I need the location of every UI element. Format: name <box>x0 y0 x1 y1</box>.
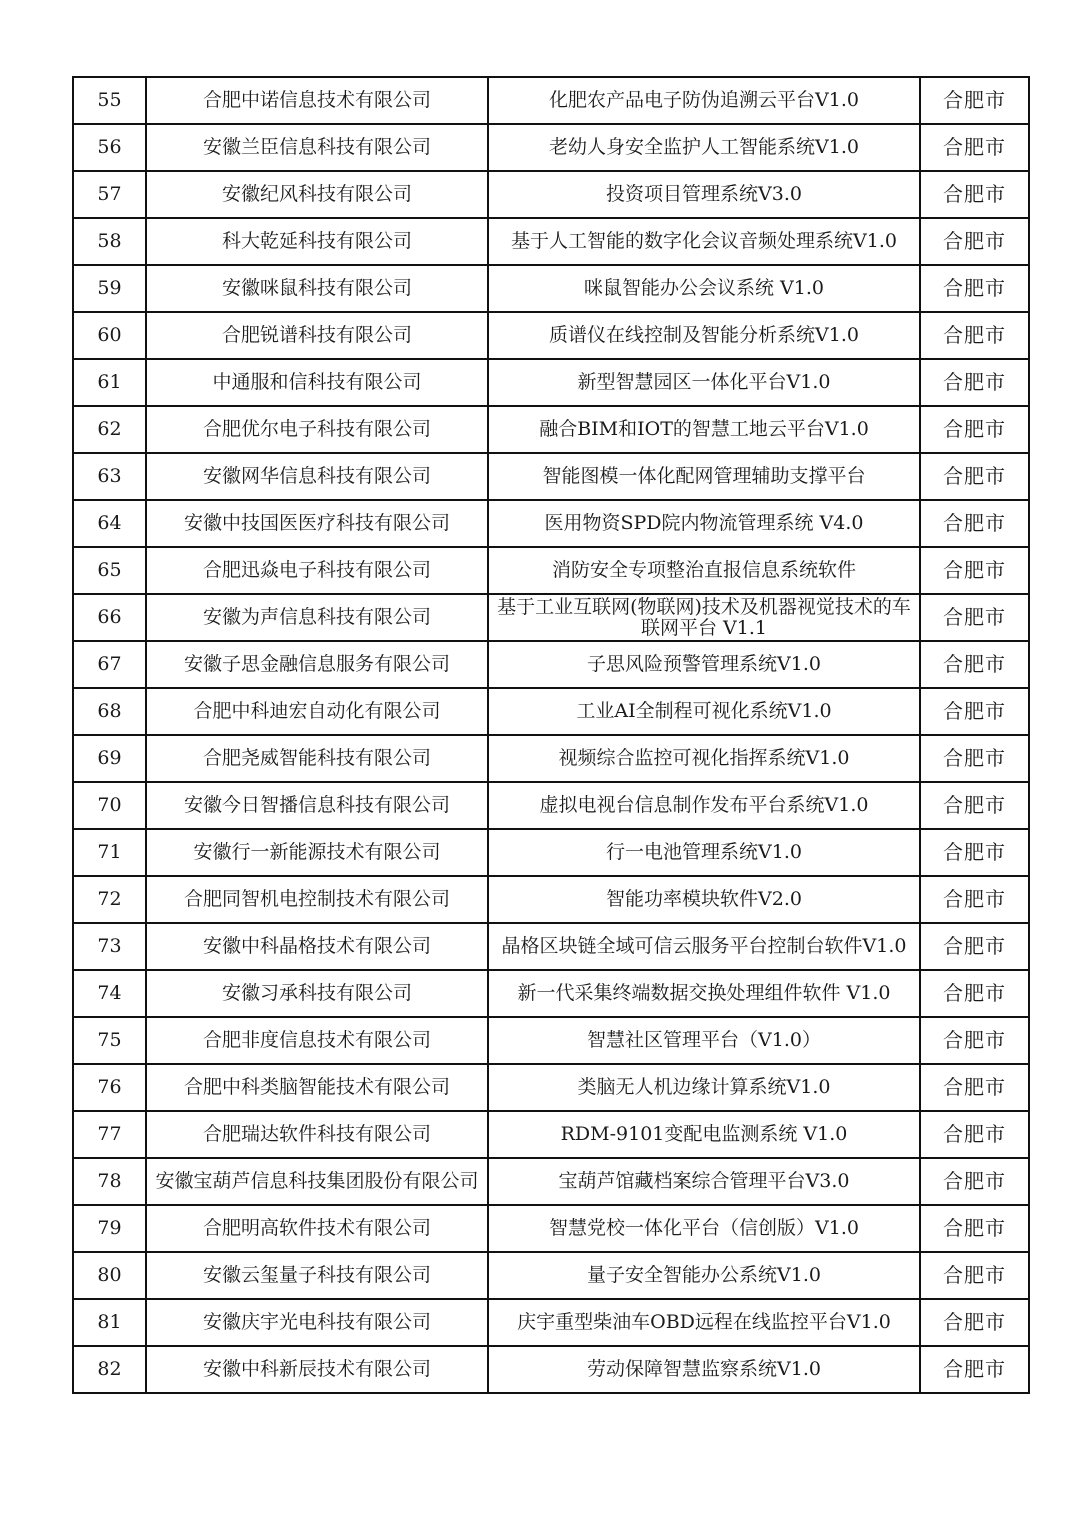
product-name: 智慧社区管理平台（V1.0） <box>488 1017 920 1064</box>
city-name: 合肥市 <box>920 359 1029 406</box>
city-name: 合肥市 <box>920 312 1029 359</box>
row-number: 61 <box>73 359 146 406</box>
table-row <box>73 876 1029 923</box>
row-number: 55 <box>73 77 146 124</box>
company-name: 科大乾延科技有限公司 <box>146 218 488 265</box>
city-name: 合肥市 <box>920 876 1029 923</box>
city-name: 合肥市 <box>920 688 1029 735</box>
city-name: 合肥市 <box>920 265 1029 312</box>
table-row <box>73 218 1029 265</box>
company-name: 安徽纪风科技有限公司 <box>146 171 488 218</box>
row-number: 73 <box>73 923 146 970</box>
city-name: 合肥市 <box>920 1017 1029 1064</box>
company-name: 合肥尧威智能科技有限公司 <box>146 735 488 782</box>
table-row <box>73 1111 1029 1158</box>
row-number: 70 <box>73 782 146 829</box>
city-name: 合肥市 <box>920 1299 1029 1346</box>
table-row <box>73 359 1029 406</box>
table-row <box>73 77 1029 124</box>
product-name: 新一代采集终端数据交换处理组件软件 V1.0 <box>488 970 920 1017</box>
city-name: 合肥市 <box>920 171 1029 218</box>
city-name: 合肥市 <box>920 1252 1029 1299</box>
product-name: 庆宇重型柴油车OBD远程在线监控平台V1.0 <box>488 1299 920 1346</box>
table-row <box>73 547 1029 594</box>
row-number: 58 <box>73 218 146 265</box>
city-name: 合肥市 <box>920 1111 1029 1158</box>
product-name: 新型智慧园区一体化平台V1.0 <box>488 359 920 406</box>
table-row <box>73 406 1029 453</box>
city-name: 合肥市 <box>920 970 1029 1017</box>
row-number: 65 <box>73 547 146 594</box>
product-name: 行一电池管理系统V1.0 <box>488 829 920 876</box>
city-name: 合肥市 <box>920 500 1029 547</box>
table-row <box>73 594 1029 641</box>
product-name: 医用物资SPD院内物流管理系统 V4.0 <box>488 500 920 547</box>
company-name: 合肥中科迪宏自动化有限公司 <box>146 688 488 735</box>
company-name: 合肥中科类脑智能技术有限公司 <box>146 1064 488 1111</box>
table-row <box>73 265 1029 312</box>
product-name: 智慧党校一体化平台（信创版）V1.0 <box>488 1205 920 1252</box>
company-name: 安徽咪鼠科技有限公司 <box>146 265 488 312</box>
company-name: 安徽为声信息科技有限公司 <box>146 594 488 641</box>
row-number: 82 <box>73 1346 146 1393</box>
product-name: 工业AI全制程可视化系统V1.0 <box>488 688 920 735</box>
table-row <box>73 500 1029 547</box>
product-name: 基于工业互联网(物联网)技术及机器视觉技术的车联网平台 V1.1 <box>488 594 920 641</box>
table-body <box>73 77 1029 1393</box>
product-name: 晶格区块链全域可信云服务平台控制台软件V1.0 <box>488 923 920 970</box>
company-name: 合肥同智机电控制技术有限公司 <box>146 876 488 923</box>
row-number: 60 <box>73 312 146 359</box>
row-number: 76 <box>73 1064 146 1111</box>
city-name: 合肥市 <box>920 124 1029 171</box>
city-name: 合肥市 <box>920 1346 1029 1393</box>
company-name: 安徽行一新能源技术有限公司 <box>146 829 488 876</box>
city-name: 合肥市 <box>920 641 1029 688</box>
product-name: 投资项目管理系统V3.0 <box>488 171 920 218</box>
table-row <box>73 453 1029 500</box>
product-name: 老幼人身安全监护人工智能系统V1.0 <box>488 124 920 171</box>
product-name: 消防安全专项整治直报信息系统软件 <box>488 547 920 594</box>
product-name: 视频综合监控可视化指挥系统V1.0 <box>488 735 920 782</box>
city-name: 合肥市 <box>920 923 1029 970</box>
table-row <box>73 970 1029 1017</box>
row-number: 67 <box>73 641 146 688</box>
row-number: 56 <box>73 124 146 171</box>
table-row <box>73 1299 1029 1346</box>
row-number: 63 <box>73 453 146 500</box>
table-row <box>73 923 1029 970</box>
company-name: 安徽习承科技有限公司 <box>146 970 488 1017</box>
city-name: 合肥市 <box>920 829 1029 876</box>
row-number: 64 <box>73 500 146 547</box>
award-list-table <box>72 76 1030 1394</box>
company-name: 合肥迅焱电子科技有限公司 <box>146 547 488 594</box>
company-name: 安徽云玺量子科技有限公司 <box>146 1252 488 1299</box>
row-number: 72 <box>73 876 146 923</box>
row-number: 69 <box>73 735 146 782</box>
company-name: 中通服和信科技有限公司 <box>146 359 488 406</box>
product-name: RDM-9101变配电监测系统 V1.0 <box>488 1111 920 1158</box>
company-name: 安徽网华信息科技有限公司 <box>146 453 488 500</box>
row-number: 62 <box>73 406 146 453</box>
product-name: 化肥农产品电子防伪追溯云平台V1.0 <box>488 77 920 124</box>
city-name: 合肥市 <box>920 782 1029 829</box>
product-name: 质谱仪在线控制及智能分析系统V1.0 <box>488 312 920 359</box>
row-number: 79 <box>73 1205 146 1252</box>
row-number: 75 <box>73 1017 146 1064</box>
table-row <box>73 735 1029 782</box>
company-name: 安徽兰臣信息科技有限公司 <box>146 124 488 171</box>
city-name: 合肥市 <box>920 1158 1029 1205</box>
row-number: 80 <box>73 1252 146 1299</box>
company-name: 安徽庆宇光电科技有限公司 <box>146 1299 488 1346</box>
row-number: 78 <box>73 1158 146 1205</box>
city-name: 合肥市 <box>920 453 1029 500</box>
table-row <box>73 641 1029 688</box>
product-name: 虚拟电视台信息制作发布平台系统V1.0 <box>488 782 920 829</box>
company-name: 合肥明高软件技术有限公司 <box>146 1205 488 1252</box>
table-row <box>73 1252 1029 1299</box>
table-row <box>73 124 1029 171</box>
product-name: 劳动保障智慧监察系统V1.0 <box>488 1346 920 1393</box>
city-name: 合肥市 <box>920 547 1029 594</box>
table-row <box>73 829 1029 876</box>
city-name: 合肥市 <box>920 735 1029 782</box>
city-name: 合肥市 <box>920 77 1029 124</box>
row-number: 68 <box>73 688 146 735</box>
product-name: 咪鼠智能办公会议系统 V1.0 <box>488 265 920 312</box>
row-number: 74 <box>73 970 146 1017</box>
company-name: 安徽宝葫芦信息科技集团股份有限公司 <box>146 1158 488 1205</box>
table-row <box>73 1346 1029 1393</box>
city-name: 合肥市 <box>920 1205 1029 1252</box>
product-name: 量子安全智能办公系统V1.0 <box>488 1252 920 1299</box>
row-number: 66 <box>73 594 146 641</box>
city-name: 合肥市 <box>920 218 1029 265</box>
company-name: 合肥瑞达软件科技有限公司 <box>146 1111 488 1158</box>
company-name: 安徽中科晶格技术有限公司 <box>146 923 488 970</box>
product-name: 类脑无人机边缘计算系统V1.0 <box>488 1064 920 1111</box>
product-name: 智能图模一体化配网管理辅助支撑平台 <box>488 453 920 500</box>
table-row <box>73 1017 1029 1064</box>
company-name: 合肥优尔电子科技有限公司 <box>146 406 488 453</box>
product-name: 基于人工智能的数字化会议音频处理系统V1.0 <box>488 218 920 265</box>
company-name: 安徽今日智播信息科技有限公司 <box>146 782 488 829</box>
row-number: 59 <box>73 265 146 312</box>
company-name: 合肥锐谱科技有限公司 <box>146 312 488 359</box>
company-name: 安徽子思金融信息服务有限公司 <box>146 641 488 688</box>
row-number: 57 <box>73 171 146 218</box>
row-number: 71 <box>73 829 146 876</box>
product-name: 宝葫芦馆藏档案综合管理平台V3.0 <box>488 1158 920 1205</box>
table-row <box>73 312 1029 359</box>
table-row <box>73 782 1029 829</box>
company-name: 安徽中技国医医疗科技有限公司 <box>146 500 488 547</box>
product-name: 融合BIM和IOT的智慧工地云平台V1.0 <box>488 406 920 453</box>
product-name: 子思风险预警管理系统V1.0 <box>488 641 920 688</box>
row-number: 81 <box>73 1299 146 1346</box>
company-name: 安徽中科新辰技术有限公司 <box>146 1346 488 1393</box>
product-name: 智能功率模块软件V2.0 <box>488 876 920 923</box>
city-name: 合肥市 <box>920 594 1029 641</box>
table-row <box>73 1064 1029 1111</box>
table-row <box>73 688 1029 735</box>
row-number: 77 <box>73 1111 146 1158</box>
company-name: 合肥非度信息技术有限公司 <box>146 1017 488 1064</box>
table-row <box>73 1205 1029 1252</box>
table-row <box>73 1158 1029 1205</box>
city-name: 合肥市 <box>920 406 1029 453</box>
city-name: 合肥市 <box>920 1064 1029 1111</box>
company-name: 合肥中诺信息技术有限公司 <box>146 77 488 124</box>
table-row <box>73 171 1029 218</box>
